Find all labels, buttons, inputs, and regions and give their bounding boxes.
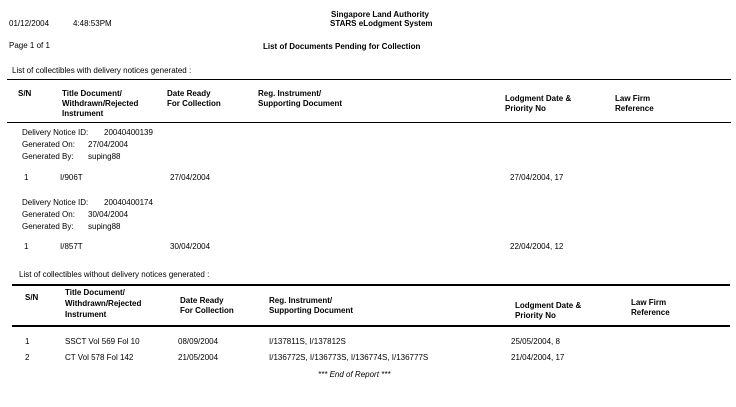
generated-on-label: Generated On:	[22, 210, 75, 219]
cell-reg-instrument: I/137811S, I/137812S	[269, 337, 346, 346]
col-reg-instrument-header: Reg. Instrument/	[269, 296, 333, 305]
report-date: 01/12/2004	[9, 19, 50, 28]
section2-title: List of collectibles without delivery notices generated :	[19, 270, 210, 279]
col-law-firm-header: Reference	[631, 308, 670, 317]
cell-title-doc: SSCT Vol 569 Fol 10	[65, 337, 140, 346]
col-date-ready-header: For Collection	[180, 306, 234, 315]
report-title: List of Documents Pending for Collection	[263, 42, 421, 51]
generated-on-label: Generated On:	[22, 140, 75, 149]
col-lodgment-header: Priority No	[505, 104, 546, 113]
col-lodgment-header: Priority No	[515, 311, 556, 320]
cell-sn: 1	[24, 173, 29, 182]
section2-top-rule	[12, 284, 730, 286]
cell-lodgment: 27/04/2004, 17	[510, 173, 564, 182]
generated-on-value: 30/04/2004	[88, 210, 129, 219]
col-title-doc-header: Title Document/	[65, 288, 125, 297]
cell-date-ready: 30/04/2004	[170, 242, 211, 251]
col-reg-instrument-header: Supporting Document	[269, 306, 353, 315]
section1-top-rule	[7, 79, 731, 80]
generated-by-value: suping88	[88, 152, 121, 161]
col-title-doc-header: Title Document/	[62, 89, 122, 98]
report-time: 4:48:53PM	[73, 19, 112, 28]
cell-lodgment: 25/05/2004, 8	[511, 337, 560, 346]
notice-id-value: 20040400139	[104, 128, 153, 137]
notice-id-label: Delivery Notice ID:	[22, 198, 89, 207]
col-date-ready-header: Date Ready	[167, 89, 211, 98]
col-reg-instrument-header: Reg. Instrument/	[258, 89, 322, 98]
col-law-firm-header: Reference	[615, 104, 654, 113]
section1-title: List of collectibles with delivery notices generated :	[12, 66, 192, 75]
cell-sn: 1	[24, 242, 29, 251]
cell-date-ready: 27/04/2004	[170, 173, 211, 182]
col-title-doc-header: Instrument	[62, 109, 104, 118]
cell-date-ready: 08/09/2004	[178, 337, 219, 346]
section2-header-rule	[12, 325, 730, 327]
cell-title-doc: I/906T	[60, 173, 83, 182]
col-title-doc-header: Withdrawn/Rejected	[62, 99, 139, 108]
cell-date-ready: 21/05/2004	[178, 353, 219, 362]
col-lodgment-header: Lodgment Date &	[505, 94, 572, 103]
col-sn-header: S/N	[18, 89, 32, 98]
notice-id-value: 20040400174	[104, 198, 153, 207]
generated-by-value: suping88	[88, 222, 121, 231]
col-date-ready-header: For Collection	[167, 99, 221, 108]
cell-title-doc: CT Vol 578 Fol 142	[65, 353, 134, 362]
col-date-ready-header: Date Ready	[180, 296, 224, 305]
generated-by-label: Generated By:	[22, 222, 74, 231]
col-title-doc-header: Withdrawn/Rejected	[65, 299, 142, 308]
col-law-firm-header: Law Firm	[631, 298, 667, 307]
cell-lodgment: 21/04/2004, 17	[511, 353, 565, 362]
page-number: Page 1 of 1	[9, 41, 50, 50]
section1-header-rule	[7, 122, 731, 123]
cell-sn: 1	[25, 337, 30, 346]
col-law-firm-header: Law Firm	[615, 94, 651, 103]
notice-id-label: Delivery Notice ID:	[22, 128, 89, 137]
organization-name: Singapore Land Authority	[331, 10, 429, 19]
cell-reg-instrument: I/136772S, I/136773S, I/136774S, I/136777S	[269, 353, 429, 362]
col-lodgment-header: Lodgment Date &	[515, 301, 582, 310]
generated-by-label: Generated By:	[22, 152, 74, 161]
col-title-doc-header: Instrument	[65, 310, 107, 319]
system-name: STARS eLodgment System	[330, 19, 433, 28]
cell-title-doc: I/857T	[60, 242, 83, 251]
col-sn-header: S/N	[25, 293, 39, 302]
col-reg-instrument-header: Supporting Document	[258, 99, 342, 108]
end-of-report: *** End of Report ***	[318, 370, 391, 379]
generated-on-value: 27/04/2004	[88, 140, 129, 149]
cell-lodgment: 22/04/2004, 12	[510, 242, 564, 251]
cell-sn: 2	[25, 353, 30, 362]
